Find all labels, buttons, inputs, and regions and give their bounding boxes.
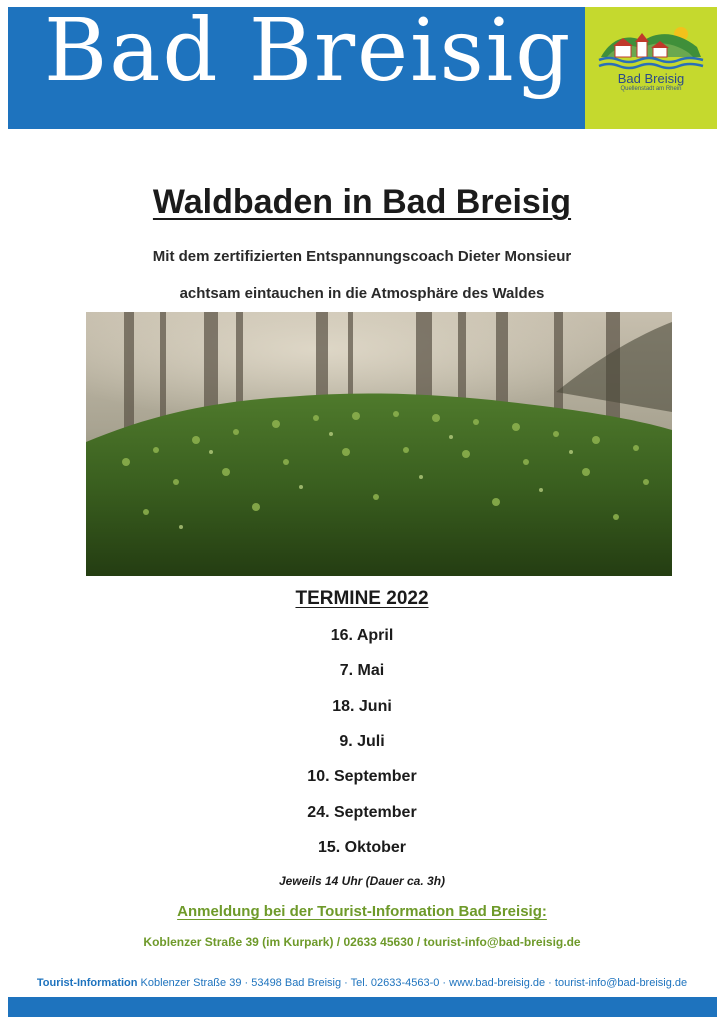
logo-tagline: Quellenstadt am Rhein xyxy=(620,86,682,92)
date-item: 7. Mai xyxy=(339,662,385,679)
footer-bar xyxy=(8,997,717,1017)
subtitle-atmosphere: achtsam eintauchen in die Atmosphäre des Waldes xyxy=(179,285,545,302)
time-note: Jeweils 14 Uhr (Dauer ca. 3h) xyxy=(278,874,446,888)
date-item: 9. Juli xyxy=(339,733,385,750)
subtitle-coach: Mit dem zertifizierten Entspannungscoach Dieter Monsieur xyxy=(152,248,572,265)
footer-org: Tourist-Information xyxy=(36,977,138,989)
schedule-title: TERMINE 2022 xyxy=(295,588,429,609)
date-item: 18. Juni xyxy=(332,698,392,715)
registration-address: Koblenzer Straße 39 (im Kurpark) / 02633 45630 / tourist-info@bad-breisig.de xyxy=(143,935,581,949)
registration-heading: Anmeldung bei der Tourist-Information Bad Breisig: xyxy=(177,903,547,920)
footer-contact xyxy=(0,977,724,989)
date-item: 24. September xyxy=(307,804,417,821)
date-item: 16. April xyxy=(330,627,394,644)
footer-details: Koblenzer Straße 39 · 53498 Bad Breisig · Tel. 02633-4563-0 · www.bad-breisig.de · tourist-info@bad-breisig.de xyxy=(140,977,688,989)
logo-name: Bad Breisig xyxy=(617,71,685,86)
page-title: Waldbaden in Bad Breisig xyxy=(152,183,572,221)
date-item: 10. September xyxy=(307,768,417,785)
forest-moss-photo xyxy=(86,312,672,576)
date-item: 15. Oktober xyxy=(317,839,407,856)
logo xyxy=(585,7,717,129)
brand-title: Bad Breisig xyxy=(44,1,573,101)
town-logo-icon xyxy=(597,25,705,71)
